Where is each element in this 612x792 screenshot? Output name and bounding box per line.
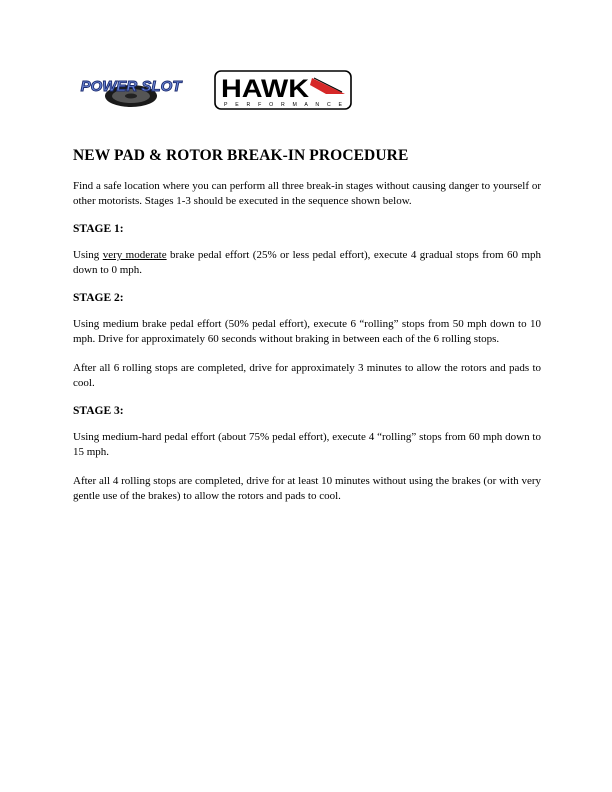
stage-2-heading: STAGE 2: <box>73 292 124 304</box>
svg-text:P E R F O R M A N C E: P E R F O R M A N C E <box>224 102 342 108</box>
stage-2-paragraph-1: Using medium brake pedal effort (50% pedal effort), execute 6 “rolling” stops from 50 mph down to 10 mph. Drive for approximately 60 seconds without braking in between each of the 6 rolling stops. <box>73 318 541 345</box>
hawk-performance-logo <box>214 70 352 110</box>
intro-paragraph: Find a safe location where you can perform all three break-in stages without causing danger to yourself or other motorists. Stages 1-3 should be executed in the sequence shown below. <box>73 180 541 207</box>
stage-3-paragraph-2: After all 4 rolling stops are completed, drive for at least 10 minutes without using the brakes (or with very gentle use of the brakes) to allow the rotors and pads to cool. <box>73 475 541 502</box>
logo-header <box>72 70 362 112</box>
page-title: NEW PAD & ROTOR BREAK-IN PROCEDURE <box>73 147 409 164</box>
stage-1-paragraph: Using very moderate brake pedal effort (25% or less pedal effort), execute 4 gradual stops from 60 mph down to 0 mph. <box>73 249 542 276</box>
stage-2-paragraph-2: After all 6 rolling stops are completed, drive for approximately 3 minutes to allow the rotors and pads to cool. <box>73 362 541 389</box>
svg-text:HAWK: HAWK <box>221 75 309 103</box>
svg-text:POWER SLOT: POWER SLOT <box>80 78 182 95</box>
powerslot-logo <box>72 74 190 108</box>
stage-3-heading: STAGE 3: <box>73 405 124 417</box>
stage-3-paragraph-1: Using medium-hard pedal effort (about 75% pedal effort), execute 4 “rolling” stops from 60 mph down to 15 mph. <box>73 431 541 458</box>
document-body <box>73 147 541 518</box>
stage-1-heading: STAGE 1: <box>73 223 124 235</box>
emphasis-underline: very moderate <box>102 249 167 261</box>
